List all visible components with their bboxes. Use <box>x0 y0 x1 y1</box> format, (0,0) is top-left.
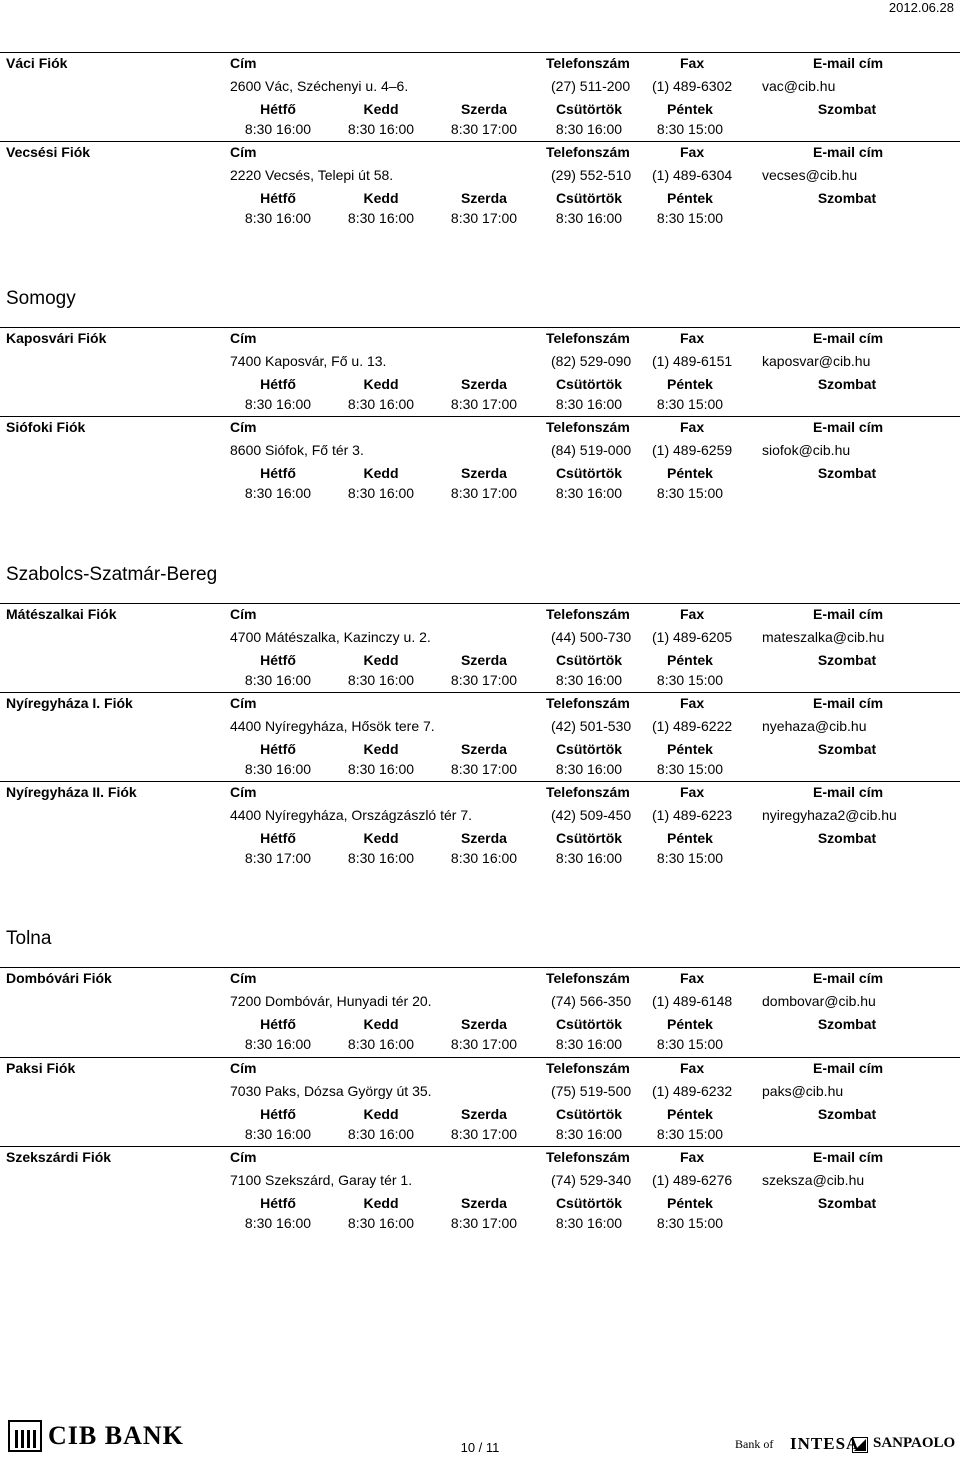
branch-address: 8600 Siófok, Fő tér 3. <box>230 442 364 458</box>
day-label: Péntek <box>667 376 713 392</box>
opening-hours: 8:30 16:00 <box>244 485 312 501</box>
day-label: Hétfő <box>260 741 296 757</box>
opening-hours: 8:30 16:00 <box>244 121 312 137</box>
intesa-triangle-icon <box>852 1437 868 1453</box>
email-label: E-mail cím <box>813 784 884 800</box>
branch-address: 2600 Vác, Széchenyi u. 4–6. <box>230 78 409 94</box>
day-label: Szerda <box>461 1106 507 1122</box>
opening-hours: 8:30 16:00 <box>244 672 312 688</box>
address-label: Cím <box>230 784 257 800</box>
opening-hours: 8:30 15:00 <box>656 850 724 866</box>
day-label: Péntek <box>667 1016 713 1032</box>
opening-hours: 8:30 16:00 <box>555 121 623 137</box>
day-label: Csütörtök <box>555 1195 623 1211</box>
fax-label: Fax <box>680 419 705 435</box>
opening-hours: 8:30 17:00 <box>450 121 518 137</box>
cib-logo-text: CIB BANK <box>48 1421 184 1450</box>
address-label: Cím <box>230 330 257 346</box>
branch-block <box>0 967 960 1057</box>
opening-hours: 8:30 16:00 <box>347 761 415 777</box>
email-label: E-mail cím <box>813 1149 884 1165</box>
fax-label: Fax <box>680 55 705 71</box>
day-label: Szerda <box>461 101 507 117</box>
day-label: Kedd <box>363 741 399 757</box>
opening-hours: 8:30 17:00 <box>450 672 518 688</box>
branch-phone: (84) 519-000 <box>551 442 632 458</box>
branch-address: 7400 Kaposvár, Fő u. 13. <box>230 353 387 369</box>
fax-label: Fax <box>680 330 705 346</box>
opening-hours: 8:30 15:00 <box>656 672 724 688</box>
branch-phone: (75) 519-500 <box>551 1083 632 1099</box>
day-label: Szerda <box>461 376 507 392</box>
branch-address: 4400 Nyíregyháza, Országzászló tér 7. <box>230 807 473 823</box>
branch-name: Dombóvári Fiók <box>6 970 112 986</box>
branch-address: 4400 Nyíregyháza, Hősök tere 7. <box>230 718 435 734</box>
phone-label: Telefonszám <box>546 55 630 71</box>
branch-address: 7100 Szekszárd, Garay tér 1. <box>230 1172 413 1188</box>
day-label: Szerda <box>461 1016 507 1032</box>
branch-fax: (1) 489-6259 <box>652 442 733 458</box>
opening-hours: 8:30 16:00 <box>347 850 415 866</box>
email-label: E-mail cím <box>813 695 884 711</box>
email-label: E-mail cím <box>813 606 884 622</box>
opening-hours: 8:30 15:00 <box>656 761 724 777</box>
day-label: Kedd <box>363 101 399 117</box>
day-label: Szombat <box>817 741 877 757</box>
phone-label: Telefonszám <box>546 1060 630 1076</box>
day-label: Szombat <box>817 830 877 846</box>
day-label: Szombat <box>817 101 877 117</box>
branch-email: vecses@cib.hu <box>762 167 858 183</box>
day-label: Szerda <box>461 741 507 757</box>
opening-hours: 8:30 16:00 <box>244 1215 312 1231</box>
phone-label: Telefonszám <box>546 419 630 435</box>
branch-email: paks@cib.hu <box>762 1083 844 1099</box>
opening-hours: 8:30 16:00 <box>555 1215 623 1231</box>
day-label: Kedd <box>363 376 399 392</box>
address-label: Cím <box>230 695 257 711</box>
branch-block <box>0 141 960 231</box>
opening-hours: 8:30 15:00 <box>656 121 724 137</box>
day-label: Péntek <box>667 1106 713 1122</box>
phone-label: Telefonszám <box>546 970 630 986</box>
day-label: Kedd <box>363 652 399 668</box>
phone-label: Telefonszám <box>546 784 630 800</box>
day-label: Hétfő <box>260 376 296 392</box>
region-title: Tolna <box>6 928 52 949</box>
branch-block <box>0 603 960 693</box>
opening-hours: 8:30 16:00 <box>244 1036 312 1052</box>
document-date: 2012.06.28 <box>888 0 954 15</box>
day-label: Hétfő <box>260 652 296 668</box>
divider-line <box>0 52 960 53</box>
divider-line <box>0 1057 960 1058</box>
branch-phone: (82) 529-090 <box>551 353 632 369</box>
branch-phone: (44) 500-730 <box>551 629 632 645</box>
opening-hours: 8:30 15:00 <box>656 1126 724 1142</box>
branch-phone: (74) 529-340 <box>551 1172 632 1188</box>
day-label: Csütörtök <box>555 1106 623 1122</box>
day-label: Péntek <box>667 101 713 117</box>
fax-label: Fax <box>680 606 705 622</box>
divider-line <box>0 327 960 328</box>
branch-email: szeksza@cib.hu <box>762 1172 865 1188</box>
address-label: Cím <box>230 1149 257 1165</box>
opening-hours: 8:30 16:00 <box>244 1126 312 1142</box>
day-label: Hétfő <box>260 465 296 481</box>
opening-hours: 8:30 17:00 <box>450 761 518 777</box>
branch-email: dombovar@cib.hu <box>762 993 876 1009</box>
opening-hours: 8:30 16:00 <box>555 396 623 412</box>
day-label: Szerda <box>461 465 507 481</box>
branch-email: nyehaza@cib.hu <box>762 718 867 734</box>
sanpaolo-logo: SANPAOLO <box>873 1435 956 1451</box>
day-label: Csütörtök <box>555 1016 623 1032</box>
day-label: Péntek <box>667 830 713 846</box>
address-label: Cím <box>230 606 257 622</box>
divider-line <box>0 692 960 693</box>
day-label: Péntek <box>667 465 713 481</box>
branch-email: mateszalka@cib.hu <box>762 629 885 645</box>
email-label: E-mail cím <box>813 970 884 986</box>
opening-hours: 8:30 16:00 <box>347 396 415 412</box>
page-number: 10 / 11 <box>460 1440 500 1455</box>
day-label: Kedd <box>363 465 399 481</box>
branch-address: 2220 Vecsés, Telepi út 58. <box>230 167 394 183</box>
branch-block <box>0 1146 960 1236</box>
opening-hours: 8:30 15:00 <box>656 1036 724 1052</box>
fax-label: Fax <box>680 784 705 800</box>
day-label: Szombat <box>817 1195 877 1211</box>
opening-hours: 8:30 15:00 <box>656 210 724 226</box>
day-label: Hétfő <box>260 1195 296 1211</box>
address-label: Cím <box>230 419 257 435</box>
opening-hours: 8:30 16:00 <box>555 761 623 777</box>
branch-fax: (1) 489-6304 <box>652 167 733 183</box>
day-label: Kedd <box>363 830 399 846</box>
branch-phone: (29) 552-510 <box>551 167 632 183</box>
day-label: Szombat <box>817 1106 877 1122</box>
branch-name: Váci Fiók <box>6 55 68 71</box>
day-label: Szombat <box>817 376 877 392</box>
phone-label: Telefonszám <box>546 695 630 711</box>
day-label: Kedd <box>363 190 399 206</box>
day-label: Csütörtök <box>555 830 623 846</box>
branch-name: Paksi Fiók <box>6 1060 76 1076</box>
divider-line <box>0 1146 960 1147</box>
fax-label: Fax <box>680 1149 705 1165</box>
branch-block <box>0 692 960 782</box>
branch-phone: (42) 501-530 <box>551 718 632 734</box>
fax-label: Fax <box>680 1060 705 1076</box>
opening-hours: 8:30 16:00 <box>555 210 623 226</box>
opening-hours: 8:30 16:00 <box>244 396 312 412</box>
opening-hours: 8:30 16:00 <box>244 761 312 777</box>
branch-name: Vecsési Fiók <box>6 144 91 160</box>
opening-hours: 8:30 16:00 <box>450 850 518 866</box>
phone-label: Telefonszám <box>546 144 630 160</box>
region-title: Szabolcs-Szatmár-Bereg <box>6 564 218 585</box>
day-label: Péntek <box>667 652 713 668</box>
branch-address: 7030 Paks, Dózsa György út 35. <box>230 1083 432 1099</box>
branch-fax: (1) 489-6151 <box>652 353 733 369</box>
branch-name: Szekszárdi Fiók <box>6 1149 112 1165</box>
opening-hours: 8:30 15:00 <box>656 396 724 412</box>
phone-label: Telefonszám <box>546 330 630 346</box>
day-label: Kedd <box>363 1195 399 1211</box>
branch-fax: (1) 489-6232 <box>652 1083 733 1099</box>
branch-name: Siófoki Fiók <box>6 419 86 435</box>
day-label: Hétfő <box>260 830 296 846</box>
opening-hours: 8:30 17:00 <box>450 210 518 226</box>
day-label: Csütörtök <box>555 652 623 668</box>
address-label: Cím <box>230 970 257 986</box>
opening-hours: 8:30 17:00 <box>450 485 518 501</box>
opening-hours: 8:30 16:00 <box>555 1126 623 1142</box>
address-label: Cím <box>230 55 257 71</box>
branch-block <box>0 1057 960 1147</box>
opening-hours: 8:30 16:00 <box>555 1036 623 1052</box>
branch-email: kaposvar@cib.hu <box>762 353 871 369</box>
branch-fax: (1) 489-6276 <box>652 1172 733 1188</box>
day-label: Szombat <box>817 190 877 206</box>
cib-logo-icon <box>8 1420 42 1452</box>
branch-fax: (1) 489-6223 <box>652 807 733 823</box>
branch-email: vac@cib.hu <box>762 78 836 94</box>
address-label: Cím <box>230 1060 257 1076</box>
branch-fax: (1) 489-6148 <box>652 993 733 1009</box>
opening-hours: 8:30 17:00 <box>450 1036 518 1052</box>
opening-hours: 8:30 16:00 <box>555 485 623 501</box>
branch-fax: (1) 489-6302 <box>652 78 733 94</box>
branch-block <box>0 416 960 506</box>
branch-block <box>0 52 960 142</box>
branch-phone: (74) 566-350 <box>551 993 632 1009</box>
opening-hours: 8:30 16:00 <box>347 1126 415 1142</box>
branch-fax: (1) 489-6205 <box>652 629 733 645</box>
day-label: Kedd <box>363 1016 399 1032</box>
opening-hours: 8:30 16:00 <box>347 1215 415 1231</box>
opening-hours: 8:30 16:00 <box>244 210 312 226</box>
day-label: Hétfő <box>260 1016 296 1032</box>
day-label: Csütörtök <box>555 741 623 757</box>
opening-hours: 8:30 16:00 <box>347 1036 415 1052</box>
day-label: Szerda <box>461 190 507 206</box>
day-label: Csütörtök <box>555 465 623 481</box>
branch-address: 4700 Mátészalka, Kazinczy u. 2. <box>230 629 431 645</box>
opening-hours: 8:30 16:00 <box>347 485 415 501</box>
day-label: Péntek <box>667 1195 713 1211</box>
email-label: E-mail cím <box>813 330 884 346</box>
divider-line <box>0 781 960 782</box>
email-label: E-mail cím <box>813 1060 884 1076</box>
phone-label: Telefonszám <box>546 606 630 622</box>
phone-label: Telefonszám <box>546 1149 630 1165</box>
day-label: Csütörtök <box>555 101 623 117</box>
email-label: E-mail cím <box>813 419 884 435</box>
branch-fax: (1) 489-6222 <box>652 718 733 734</box>
divider-line <box>0 603 960 604</box>
branch-email: siofok@cib.hu <box>762 442 851 458</box>
cib-bank-logo <box>8 1418 184 1454</box>
opening-hours: 8:30 17:00 <box>450 396 518 412</box>
divider-line <box>0 141 960 142</box>
branch-email: nyiregyhaza2@cib.hu <box>762 807 897 823</box>
fax-label: Fax <box>680 695 705 711</box>
opening-hours: 8:30 16:00 <box>555 672 623 688</box>
region-title: Somogy <box>6 288 76 309</box>
opening-hours: 8:30 17:00 <box>450 1126 518 1142</box>
day-label: Péntek <box>667 741 713 757</box>
day-label: Szerda <box>461 652 507 668</box>
opening-hours: 8:30 16:00 <box>347 121 415 137</box>
branch-block <box>0 327 960 417</box>
day-label: Hétfő <box>260 190 296 206</box>
opening-hours: 8:30 15:00 <box>656 485 724 501</box>
opening-hours: 8:30 15:00 <box>656 1215 724 1231</box>
opening-hours: 8:30 16:00 <box>347 672 415 688</box>
intesa-logo: INTESA <box>790 1434 860 1453</box>
divider-line <box>0 416 960 417</box>
day-label: Szombat <box>817 1016 877 1032</box>
email-label: E-mail cím <box>813 144 884 160</box>
divider-line <box>0 967 960 968</box>
opening-hours: 8:30 16:00 <box>347 210 415 226</box>
day-label: Szerda <box>461 1195 507 1211</box>
opening-hours: 8:30 17:00 <box>244 850 312 866</box>
day-label: Péntek <box>667 190 713 206</box>
day-label: Szerda <box>461 830 507 846</box>
day-label: Csütörtök <box>555 376 623 392</box>
branch-name: Kaposvári Fiók <box>6 330 107 346</box>
branch-name: Nyíregyháza I. Fiók <box>6 695 133 711</box>
address-label: Cím <box>230 144 257 160</box>
day-label: Szombat <box>817 465 877 481</box>
day-label: Hétfő <box>260 1106 296 1122</box>
branch-name: Mátészalkai Fiók <box>6 606 117 622</box>
fax-label: Fax <box>680 970 705 986</box>
branch-address: 7200 Dombóvár, Hunyadi tér 20. <box>230 993 432 1009</box>
day-label: Hétfő <box>260 101 296 117</box>
email-label: E-mail cím <box>813 55 884 71</box>
opening-hours: 8:30 17:00 <box>450 1215 518 1231</box>
branch-name: Nyíregyháza II. Fiók <box>6 784 137 800</box>
bank-of-text: Bank of <box>735 1437 774 1451</box>
day-label: Szombat <box>817 652 877 668</box>
opening-hours: 8:30 16:00 <box>555 850 623 866</box>
branch-phone: (27) 511-200 <box>551 78 631 94</box>
day-label: Csütörtök <box>555 190 623 206</box>
branch-phone: (42) 509-450 <box>551 807 632 823</box>
branch-block <box>0 781 960 871</box>
fax-label: Fax <box>680 144 705 160</box>
day-label: Kedd <box>363 1106 399 1122</box>
